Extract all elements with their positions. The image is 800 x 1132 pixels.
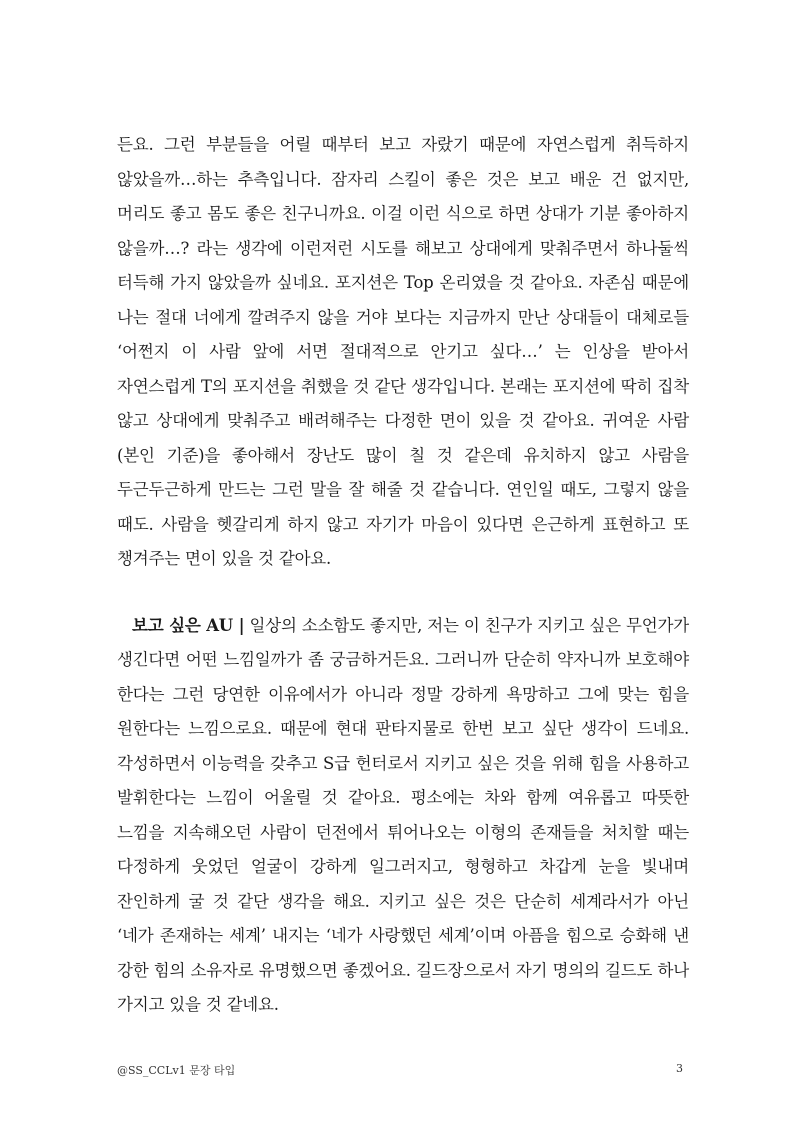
body-text — [117, 128, 689, 1023]
paragraph-continuation: 든요. 그런 부분들을 어릴 때부터 보고 자랐기 때문에 자연스럽게 취득하지 않았을까…하는 추측입니다. 잠자리 스킬이 좋은 것은 보고 배운 건 없지만, 머리도 좋고 몸도 좋은 친구니까요. 이걸 이런 식으로 하면 상대가 기분 좋아하지 않을까…? 라는 생각에 이런저런 시도를 해보고 상대에게 맞춰주면서 하나둘씩 터득해 가지 않았을까 싶네요. 포지션은 Top 온리였을 것 같아요. 자존심 때문에 나는 절대 너에게 깔려주지 않을 거야 보다는 지금까지 만난 상대들이 대체로들 ‘어쩐지 이 사람 앞에 서면 절대적으로 안기고 싶다…’ 는 인상을 받아서 자연스럽게 T의 포지션을 취했을 것 같단 생각입니다. 본래는 포지션에 딱히 집착 않고 상대에게 맞춰주고 배려해주는 다정한 면이 있을 것 같아요. 귀여운 사람(본인 기준)을 좋아해서 장난도 많이 칠 것 같은데 유치하지 않고 사람을 두근두근하게 만드는 그런 말을 잘 해줄 것 같습니다. 연인일 때도, 그렇지 않을 때도. 사람을 헷갈리게 하지 않고 자기가 마음이 있다면 은근하게 표현하고 또 챙겨주는 면이 있을 것 같아요. — [117, 135, 689, 568]
paragraph-au — [117, 609, 689, 1023]
au-paragraph-body: 일상의 소소함도 좋지만, 저는 이 친구가 지키고 싶은 무언가가 생긴다면 어떤 느낌일까가 좀 궁금하거든요. 그러니까 단순히 약자니까 보호해야 한다는 그런 당연한 이유에서가 아니라 정말 강하게 욕망하고 그에 맞는 힘을 원한다는 느낌으로요. 때문에 현대 판타지물로 한번 보고 싶단 생각이 드네요. 각성하면서 이능력을 갖추고 S급 헌터로서 지키고 싶은 것을 위해 힘을 사용하고 발휘한다는 느낌이 어울릴 것 같아요. 평소에는 차와 함께 여유롭고 따뜻한 느낌을 지속해오던 사람이 던전에서 튀어나오는 이형의 존재들을 처치할 때는 다정하게 웃었던 얼굴이 강하게 일그러지고, 형형하고 차갑게 눈을 빛내며 잔인하게 굴 것 같단 생각을 해요. 지키고 싶은 것은 단순히 세계라서가 아닌 ‘네가 존재하는 세계’ 내지는 ‘네가 사랑했던 세계’이며 아픔을 힘으로 승화해 낸 강한 힘의 소유자로 유명했으면 좋겠어요. 길드장으로서 자기 명의의 길드도 하나 가지고 있을 것 같네요. — [117, 615, 689, 1014]
au-heading-label: 보고 싶은 AU | — [132, 615, 245, 635]
page-number: 3 — [676, 1062, 683, 1075]
footer-author-tag: @SS_CCLv1 문장 타입 — [117, 1064, 236, 1077]
